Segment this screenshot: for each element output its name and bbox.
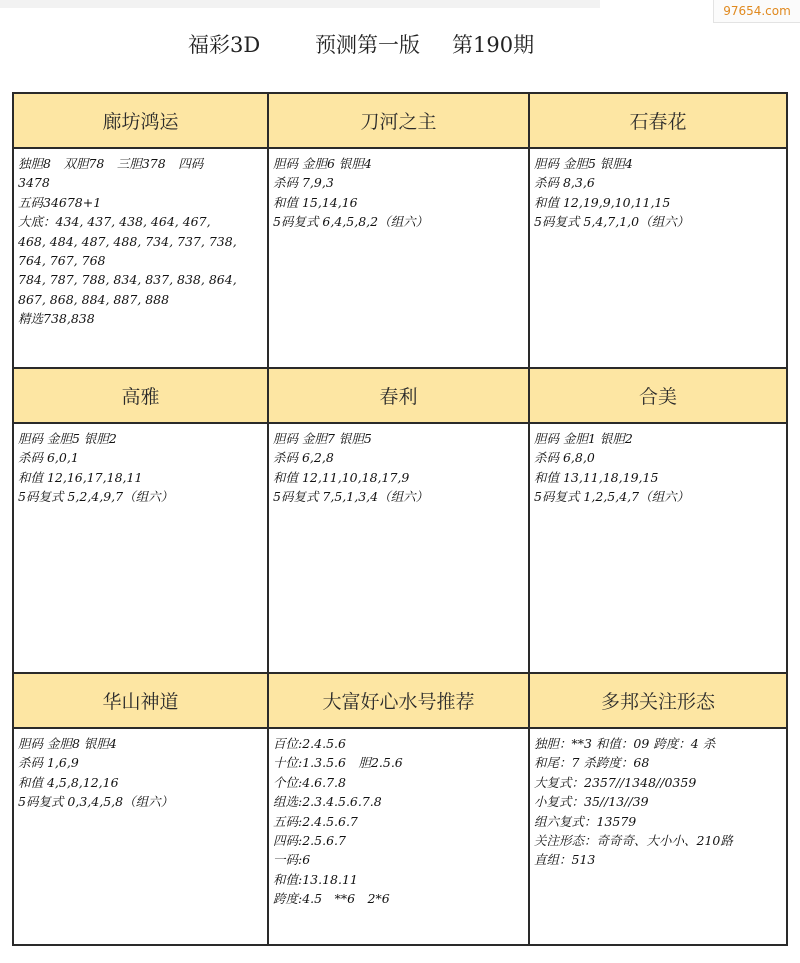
prediction-line: 和值 4,5,8,12,16 xyxy=(18,774,119,790)
prediction-text xyxy=(269,729,528,909)
prediction-line: 五码:2.4.5.6.7 xyxy=(273,813,358,829)
prediction-line: 3478 xyxy=(18,175,50,191)
prediction-line: 5码复式 0,3,4,5,8（组六） xyxy=(18,794,174,810)
prediction-line: 5码复式 1,2,5,4,7（组六） xyxy=(534,489,690,505)
page-title xyxy=(0,20,800,64)
expert-cell xyxy=(269,94,530,369)
expert-name: 多邦关注形态 xyxy=(530,674,786,729)
prediction-line: 和值 12,11,10,18,17,9 xyxy=(273,469,410,485)
prediction-line: 5码复式 5,4,7,1,0（组六） xyxy=(534,214,690,230)
prediction-line: 五码34678+1 xyxy=(18,194,102,210)
prediction-line: 杀码 6,2,8 xyxy=(273,450,334,466)
prediction-line: 小复式：35//13//39 xyxy=(534,794,649,810)
expert-name: 刀河之主 xyxy=(269,94,528,149)
prediction-line: 784, 787, 788, 834, 837, 838, 864, xyxy=(18,272,237,288)
prediction-line: 个位:4.6.7.8 xyxy=(273,774,346,790)
prediction-line: 764, 767, 768 xyxy=(18,253,106,269)
expert-cell xyxy=(269,674,530,944)
expert-name: 廊坊鸿运 xyxy=(14,94,267,149)
prediction-line: 5码复式 6,4,5,8,2（组六） xyxy=(273,214,429,230)
expert-name: 石春花 xyxy=(530,94,786,149)
prediction-line: 和值:13.18.11 xyxy=(273,871,358,887)
prediction-line: 5码复式 5,2,4,9,7（组六） xyxy=(18,489,174,505)
prediction-line: 和尾：7 杀跨度：68 xyxy=(534,755,650,771)
prediction-line: 杀码 8,3,6 xyxy=(534,175,595,191)
expert-cell xyxy=(14,94,269,369)
prediction-text xyxy=(14,149,267,329)
prediction-text xyxy=(14,424,267,507)
expert-cell xyxy=(14,674,269,944)
prediction-text xyxy=(269,424,528,507)
prediction-line: 大复式：2357//1348//0359 xyxy=(534,774,697,790)
prediction-line: 独胆：**3 和值：09 跨度：4 杀 xyxy=(534,736,716,751)
prediction-line: 杀码 1,6,9 xyxy=(18,755,79,771)
prediction-line: 杀码 7,9,3 xyxy=(273,175,334,191)
prediction-line: 5码复式 7,5,1,3,4（组六） xyxy=(273,489,429,505)
prediction-line: 867, 868, 884, 887, 888 xyxy=(18,291,170,307)
prediction-line: 和值 12,19,9,10,11,15 xyxy=(534,194,671,210)
prediction-line: 胆码 金胆1 银胆2 xyxy=(534,431,633,446)
prediction-line: 胆码 金胆6 银胆4 xyxy=(273,156,372,171)
prediction-line: 大底：434, 437, 438, 464, 467, xyxy=(18,214,211,230)
prediction-grid xyxy=(14,94,786,944)
prediction-line: 直组：513 xyxy=(534,852,596,868)
title-edition: 预测第一版 xyxy=(315,33,420,57)
expert-cell xyxy=(269,369,530,674)
prediction-text xyxy=(269,149,528,232)
expert-name: 大富好心水号推荐 xyxy=(269,674,528,729)
prediction-line: 百位:2.4.5.6 xyxy=(273,736,346,751)
prediction-line: 独胆8 双胆78 三胆378 四码 xyxy=(18,156,204,171)
top-strip xyxy=(0,0,600,8)
expert-cell xyxy=(530,674,786,944)
prediction-line: 四码:2.5.6.7 xyxy=(273,833,346,849)
expert-name: 春利 xyxy=(269,369,528,424)
expert-name: 合美 xyxy=(530,369,786,424)
title-period: 第190期 xyxy=(452,33,535,57)
prediction-line: 精选738,838 xyxy=(18,311,95,327)
expert-cell xyxy=(530,94,786,369)
prediction-line: 十位:1.3.5.6 胆2.5.6 xyxy=(273,755,403,771)
prediction-table xyxy=(12,92,788,946)
prediction-line: 关注形态：奇奇奇、大小小、210路 xyxy=(534,833,733,849)
title-lottery: 福彩3D xyxy=(188,33,261,57)
prediction-line: 胆码 金胆5 银胆2 xyxy=(18,431,117,446)
prediction-line: 组六复式：13579 xyxy=(534,813,637,829)
prediction-line: 杀码 6,8,0 xyxy=(534,450,595,466)
prediction-line: 468, 484, 487, 488, 734, 737, 738, xyxy=(18,233,237,249)
prediction-line: 和值 12,16,17,18,11 xyxy=(18,469,143,485)
expert-name: 高雅 xyxy=(14,369,267,424)
expert-cell xyxy=(14,369,269,674)
prediction-line: 杀码 6,0,1 xyxy=(18,450,79,466)
prediction-line: 和值 15,14,16 xyxy=(273,194,358,210)
expert-name: 华山神道 xyxy=(14,674,267,729)
prediction-line: 一码:6 xyxy=(273,852,311,868)
prediction-line: 胆码 金胆8 银胆4 xyxy=(18,736,117,751)
prediction-line: 胆码 金胆7 银胆5 xyxy=(273,431,372,446)
prediction-text xyxy=(14,729,267,812)
prediction-line: 组选:2.3.4.5.6.7.8 xyxy=(273,794,382,810)
expert-cell xyxy=(530,369,786,674)
prediction-text xyxy=(530,424,786,507)
prediction-line: 跨度:4.5 **6 2*6 xyxy=(273,891,390,907)
prediction-line: 胆码 金胆5 银胆4 xyxy=(534,156,633,171)
prediction-text xyxy=(530,149,786,232)
site-watermark: 97654.com xyxy=(713,0,800,23)
prediction-line: 和值 13,11,18,19,15 xyxy=(534,469,659,485)
prediction-text xyxy=(530,729,786,870)
